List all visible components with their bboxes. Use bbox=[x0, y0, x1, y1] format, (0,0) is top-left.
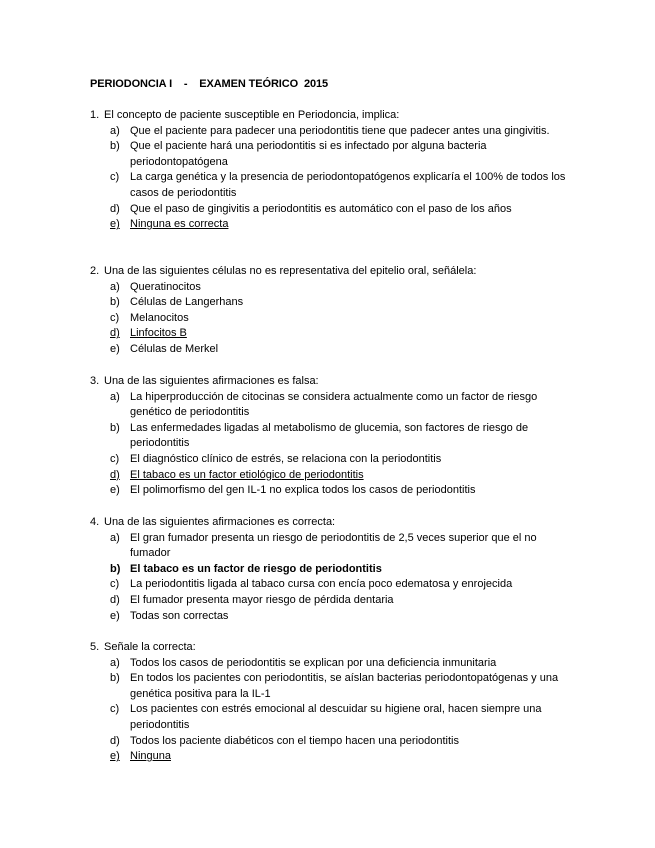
option-c bbox=[90, 452, 580, 468]
option-text: Todos los paciente diabéticos con el tiempo hacen una periodontitis bbox=[130, 734, 459, 747]
question-text: Señale la correcta: bbox=[104, 641, 196, 653]
option-letter: b) bbox=[110, 672, 120, 685]
option-letter: c) bbox=[110, 703, 120, 716]
option-letter: e) bbox=[110, 609, 120, 622]
option-a bbox=[90, 531, 580, 562]
option-text: Células de Langerhans bbox=[130, 296, 244, 309]
option-e bbox=[90, 483, 580, 499]
option-text: Que el paso de gingivitis a periodontitis es automático con el paso de los años bbox=[130, 202, 512, 215]
option-text: Los pacientes con estrés emocional al descuidar su higiene oral, hacen siempre una periodontitis bbox=[130, 703, 542, 731]
option-list bbox=[90, 124, 580, 233]
option-text: El gran fumador presenta un riesgo de periodontitis de 2,5 veces superior que el no fumador bbox=[130, 531, 537, 560]
question-text: Una de las siguientes afirmaciones es falsa: bbox=[104, 375, 319, 387]
option-letter: d) bbox=[110, 734, 120, 747]
option-letter: e) bbox=[110, 750, 120, 763]
option-text: Todos los casos de periodontitis se explican por una deficiencia inmunitaria bbox=[130, 656, 497, 669]
option-b bbox=[90, 421, 580, 452]
option-text: Queratinocitos bbox=[130, 280, 201, 293]
option-letter: b) bbox=[110, 296, 120, 309]
question-number: 3. bbox=[90, 375, 100, 387]
option-c bbox=[90, 311, 580, 327]
option-letter: d) bbox=[110, 327, 120, 340]
option-text: Las enfermedades ligadas al metabolismo de glucemia, son factores de riesgo de periodontitis bbox=[130, 421, 529, 450]
question-stem bbox=[90, 264, 580, 280]
option-letter: a) bbox=[110, 124, 120, 137]
option-letter: b) bbox=[110, 140, 120, 153]
option-list bbox=[90, 656, 580, 765]
option-e bbox=[90, 609, 580, 625]
question-stem bbox=[90, 374, 580, 390]
option-list bbox=[90, 531, 580, 625]
option-text: Linfocitos B bbox=[130, 327, 187, 340]
option-a bbox=[90, 656, 580, 672]
option-letter: e) bbox=[110, 218, 120, 231]
option-text: En todos los pacientes con periodontitis, se aíslan bacterias periodontopatógenas y una genética positiva para la IL-1 bbox=[130, 672, 559, 700]
option-text: La hiperproducción de citocinas se considera actualmente como un factor de riesgo genético de periodontitis bbox=[130, 390, 538, 419]
question-number: 2. bbox=[90, 265, 100, 277]
option-text: Células de Merkel bbox=[130, 342, 219, 355]
question-text: Una de las siguientes afirmaciones es correcta: bbox=[104, 516, 336, 528]
question-number: 4. bbox=[90, 516, 100, 528]
question-3 bbox=[90, 374, 580, 499]
option-c bbox=[90, 170, 580, 201]
option-text: Que el paciente para padecer una periodontitis tiene que padecer antes una gingivitis. bbox=[130, 124, 550, 137]
option-letter: d) bbox=[110, 593, 120, 606]
question-stem bbox=[90, 108, 580, 124]
option-text: Que el paciente hará una periodontitis si es infectado por alguna bacteria periodontopatógena bbox=[130, 140, 487, 168]
option-text: El fumador presenta mayor riesgo de pérdida dentaria bbox=[130, 593, 394, 606]
option-text: El tabaco es un factor etiológico de periodontitis bbox=[130, 468, 364, 481]
option-a bbox=[90, 390, 580, 421]
option-letter: c) bbox=[110, 578, 120, 591]
option-text: Melanocitos bbox=[130, 311, 189, 324]
option-letter: d) bbox=[110, 468, 120, 481]
question-number: 5. bbox=[90, 641, 100, 653]
option-list bbox=[90, 390, 580, 499]
option-letter: c) bbox=[110, 311, 120, 324]
option-text: El tabaco es un factor de riesgo de periodontitis bbox=[130, 562, 382, 575]
option-d-correct bbox=[90, 468, 580, 484]
option-b bbox=[90, 671, 580, 702]
option-letter: e) bbox=[110, 342, 120, 355]
page-title: PERIODONCIA I - EXAMEN TEÓRICO 2015 bbox=[90, 78, 329, 90]
option-a bbox=[90, 280, 580, 296]
option-e-correct bbox=[90, 749, 580, 765]
question-text: Una de las siguientes células no es representativa del epitelio oral, señálela: bbox=[104, 265, 477, 277]
question-number: 1. bbox=[90, 109, 100, 121]
question-4 bbox=[90, 515, 580, 624]
option-e-correct bbox=[90, 217, 580, 233]
option-text: Ninguna bbox=[130, 750, 171, 763]
option-text: La carga genética y la presencia de periodontopatógenos explicaría el 100% de todos los casos de periodontitis bbox=[130, 171, 566, 199]
question-stem bbox=[90, 515, 580, 531]
option-text: Ninguna es correcta bbox=[130, 218, 229, 231]
option-b bbox=[90, 295, 580, 311]
option-c bbox=[90, 577, 580, 593]
option-a bbox=[90, 124, 580, 140]
option-text: La periodontitis ligada al tabaco cursa con encía poco edematosa y enrojecida bbox=[130, 578, 513, 591]
option-text: El polimorfismo del gen IL-1 no explica todos los casos de periodontitis bbox=[130, 484, 476, 497]
option-d bbox=[90, 593, 580, 609]
option-letter: a) bbox=[110, 531, 120, 544]
option-letter: c) bbox=[110, 171, 120, 184]
option-text: Todas son correctas bbox=[130, 609, 229, 622]
option-c bbox=[90, 702, 580, 733]
option-letter: b) bbox=[110, 562, 121, 575]
question-5 bbox=[90, 640, 580, 765]
option-e bbox=[90, 342, 580, 358]
option-b bbox=[90, 139, 580, 170]
option-list bbox=[90, 280, 580, 358]
option-letter: c) bbox=[110, 452, 120, 465]
option-d bbox=[90, 202, 580, 218]
option-text: El diagnóstico clínico de estrés, se relaciona con la periodontitis bbox=[130, 452, 442, 465]
question-2 bbox=[90, 264, 580, 358]
option-letter: e) bbox=[110, 484, 120, 497]
question-text: El concepto de paciente susceptible en Periodoncia, implica: bbox=[104, 109, 400, 121]
option-b-correct bbox=[90, 562, 580, 578]
question-stem bbox=[90, 640, 580, 656]
question-1 bbox=[90, 108, 580, 233]
option-letter: a) bbox=[110, 280, 120, 293]
option-letter: d) bbox=[110, 202, 120, 215]
option-letter: b) bbox=[110, 421, 120, 434]
option-letter: a) bbox=[110, 656, 120, 669]
option-d bbox=[90, 734, 580, 750]
option-letter: a) bbox=[110, 390, 120, 403]
option-d-correct bbox=[90, 326, 580, 342]
